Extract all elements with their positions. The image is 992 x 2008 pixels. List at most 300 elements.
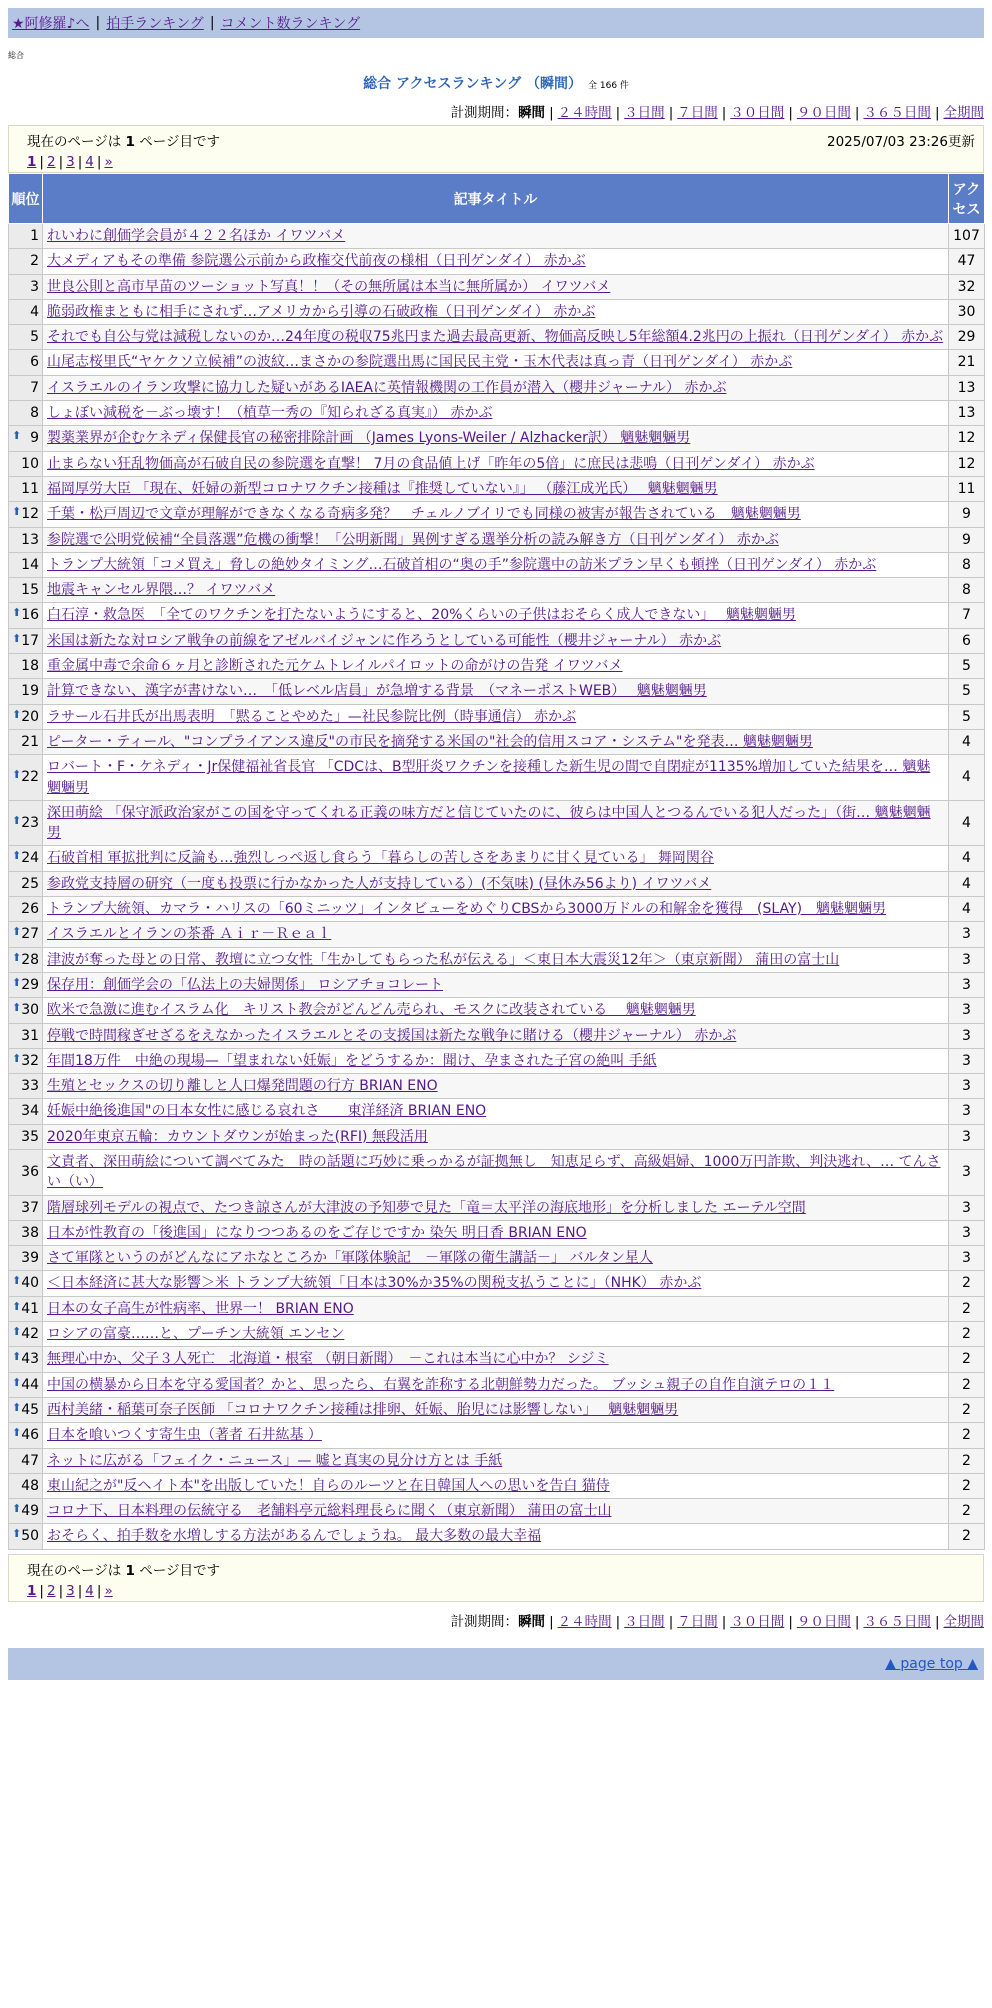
rank-column-header: 順位 [9, 174, 43, 224]
page-link[interactable]: 2 [46, 1582, 56, 1599]
article-link[interactable]: ネットに広がる「フェイク・ニュース」— 嘘と真実の見分け方とは 手紙 [47, 1452, 503, 1469]
comment-ranking-link[interactable]: コメント数ランキング [220, 16, 361, 32]
rank-number: 27 [21, 926, 40, 943]
home-link[interactable]: ★阿修羅♪へ [12, 16, 90, 32]
next-page-link[interactable]: » [104, 154, 113, 170]
period-separator: | [854, 105, 860, 121]
article-link[interactable]: 2020年東京五輪：カウントダウンが始まった(RFI) 無段活用 [47, 1128, 428, 1145]
title-cell [43, 1423, 949, 1448]
period-link[interactable]: ３０日間 [730, 105, 785, 121]
access-count: 4 [949, 800, 985, 846]
table-row [9, 1195, 985, 1220]
article-link[interactable]: 止まらない狂乱物価高が石破自民の参院選を直撃！ 7月の食品値上げ「昨年の5倍」に庶民は悲鳴（日刊ゲンダイ） 赤かぶ [47, 455, 815, 472]
rank-cell [9, 603, 43, 628]
rank-cell [9, 1195, 43, 1220]
access-count: 3 [949, 1220, 985, 1245]
rank-number: 6 [30, 354, 39, 371]
rank-number: 12 [21, 506, 40, 523]
rank-number: 26 [21, 901, 39, 918]
rank-number: 3 [30, 278, 39, 295]
rank-cell [9, 426, 43, 451]
article-link[interactable]: 階層球列モデルの視点で、たつき諒さんが大津波の予知夢で見た「竜＝太平洋の海底地形」を分析しました エーテル空間 [47, 1199, 806, 1216]
article-link[interactable]: 日本が性教育の「後進国」になりつつあるのをご存じですか 染矢 明日香 BRIAN ENO [47, 1224, 587, 1241]
period-selector [8, 101, 984, 121]
rank-number: 21 [21, 733, 39, 750]
period-link[interactable]: 全期間 [943, 105, 984, 121]
article-link[interactable]: しょぼい減税を－ぶっ壊す！（植草一秀の『知られざる真実』） 赤かぶ [47, 405, 493, 422]
title-cell [43, 628, 949, 653]
rank-cell [9, 1397, 43, 1422]
up-arrow-icon: ⬆ [12, 1375, 22, 1389]
period-separator: | [788, 105, 793, 121]
title-cell [43, 476, 949, 501]
page-separator: | [77, 154, 83, 170]
rank-cell [9, 1448, 43, 1473]
access-count: 6 [949, 628, 985, 653]
article-link[interactable]: 欧米で急激に進むイスラム化 キリスト教会がどんどん売られ、モスクに改装されている 魑魅魍魎男 [47, 1002, 696, 1019]
access-count: 13 [949, 375, 985, 400]
period-link[interactable]: ３６５日間 [863, 1613, 931, 1630]
title-cell [43, 729, 949, 754]
table-row [9, 1347, 985, 1372]
period-link[interactable]: ３６５日間 [863, 105, 931, 121]
rank-number: 32 [21, 1052, 40, 1069]
title-cell [43, 1246, 949, 1271]
period-link[interactable]: 全期間 [943, 1613, 984, 1630]
title-cell [43, 998, 949, 1023]
article-link[interactable]: 参院選で公明党候補“全員落選”危機の衝撃！「公明新聞」異例すぎる選挙分析の読み解き方（日刊ゲンダイ） 赤かぶ [47, 531, 779, 548]
table-row [9, 972, 985, 997]
period-link[interactable]: ９０日間 [796, 105, 851, 121]
page-title: 総合 アクセスランキング （瞬間） [363, 76, 582, 92]
clap-ranking-link[interactable]: 拍手ランキング [106, 16, 204, 32]
up-arrow-icon: ⬆ [12, 849, 22, 863]
access-count: 9 [949, 527, 985, 552]
access-count: 3 [949, 998, 985, 1023]
rank-cell [9, 897, 43, 922]
rank-cell [9, 299, 43, 324]
table-row [9, 578, 985, 603]
title-cell [43, 426, 949, 451]
article-link[interactable]: 津波が奪った母との日常、教壇に立つ女性「生かしてもらった私が伝える」＜東日本大震災12年＞（東京新聞） 蒲田の富士山 [47, 951, 840, 968]
page-separator: | [96, 1582, 102, 1599]
article-link[interactable]: イスラエルのイラン攻撃に協力した疑いがあるIAEAに英情報機関の工作員が潜入（櫻井ジャーナル） 赤かぶ [47, 379, 727, 396]
top-nav-bar [8, 8, 984, 38]
up-arrow-icon: ⬆ [12, 1527, 22, 1541]
rank-cell [9, 871, 43, 896]
title-cell [43, 800, 949, 846]
title-cell [43, 249, 949, 274]
article-link[interactable]: 米国は新たな対ロシア戦争の前線をアゼルバイジャンに作ろうとしている可能性（櫻井ジャーナル） 赤かぶ [47, 632, 722, 649]
access-count: 2 [949, 1296, 985, 1321]
up-arrow-icon: ⬆ [12, 1426, 22, 1440]
rank-number: 14 [21, 556, 39, 573]
rank-cell [9, 325, 43, 350]
rank-cell [9, 476, 43, 501]
up-arrow-icon: ⬆ [12, 429, 22, 443]
table-row [9, 1397, 985, 1422]
article-link[interactable]: トランプ大統領、カマラ・ハリスの「60ミニッツ」インタビューをめぐりCBSから3000万ドルの和解金を獲得 (SLAY) 魑魅魍魎男 [47, 901, 887, 918]
access-count: 13 [949, 401, 985, 426]
article-link[interactable]: 製薬業界が企むケネディ保健長官の秘密排除計画 （James Lyons-Weiler / Alzhacker訳） 魑魅魍魎男 [47, 430, 691, 447]
title-cell [43, 1372, 949, 1397]
title-cell [43, 1048, 949, 1073]
page-links [27, 154, 975, 170]
title-cell [43, 679, 949, 704]
access-count: 5 [949, 679, 985, 704]
access-count: 4 [949, 871, 985, 896]
article-link[interactable]: 無理心中か、父子３人死亡 北海道・根室 （朝日新聞） －これは本当に心中か？ シジミ [47, 1351, 609, 1368]
article-link[interactable]: トランプ大統領「コメ買え」脅しの絶妙タイミング…石破首相の“奥の手”参院選中の訪米プラン早くも頓挫（日刊ゲンダイ） 赤かぶ [47, 556, 877, 573]
rank-number: 31 [21, 1027, 39, 1044]
period-separator: | [854, 1613, 860, 1630]
article-link[interactable]: 福岡厚労大臣 「現在、妊婦の新型コロナワクチン接種は『推奨していない』」 （藤江成光氏） 魑魅魍魎男 [47, 480, 718, 497]
rank-cell [9, 1473, 43, 1498]
table-row [9, 679, 985, 704]
access-count: 5 [949, 704, 985, 729]
page-separator: | [58, 154, 64, 170]
article-link[interactable]: 山尾志桜里氏“ヤケクソ立候補”の波紋…まさかの参院選出馬に国民民主党・玉木代表は真っ青（日刊ゲンダイ） 赤かぶ [47, 354, 793, 371]
period-link[interactable]: ３０日間 [730, 1613, 785, 1630]
access-count: 9 [949, 502, 985, 527]
rank-number: 8 [30, 405, 39, 422]
article-link[interactable]: 千葉・松戸周辺で文章が理解ができなくなる奇病多発？ チェルノブイリでも同様の被害が報告されている 魑魅魍魎男 [47, 506, 801, 523]
rank-cell [9, 350, 43, 375]
nav-separator: | [209, 15, 215, 31]
table-row [9, 1220, 985, 1245]
period-link[interactable]: ７日間 [677, 105, 718, 121]
title-cell [43, 527, 949, 552]
rank-number: 20 [21, 708, 40, 725]
page-separator: | [39, 154, 44, 170]
period-separator: | [549, 105, 554, 121]
table-row [9, 426, 985, 451]
access-count: 3 [949, 1023, 985, 1048]
access-count: 2 [949, 1524, 985, 1549]
period-separator: | [721, 1613, 727, 1630]
rank-cell [9, 552, 43, 577]
article-link[interactable]: 妊娠中絶後進国"の日本女性に感じる哀れさ 東洋経済 BRIAN ENO [47, 1103, 487, 1120]
rank-cell [9, 800, 43, 846]
title-cell [43, 922, 949, 947]
table-row [9, 897, 985, 922]
rank-cell [9, 375, 43, 400]
article-link[interactable]: 西村美緒・稲葉可奈子医師 「コロナワクチン接種は排卵、妊娠、胎児には影響しない」 魑魅魍魎男 [47, 1401, 679, 1418]
up-arrow-icon: ⬆ [12, 925, 22, 939]
page-top-link[interactable]: ▲ page top ▲ [885, 1655, 978, 1672]
rank-number: 24 [21, 850, 40, 867]
page-link[interactable]: 3 [66, 1582, 75, 1599]
rank-number: 9 [30, 430, 39, 447]
article-link[interactable]: さて軍隊というのがどんなにアホなところか「軍隊体験記 －軍隊の衛生講話－」 バルタン星人 [47, 1250, 653, 1267]
rank-number: 37 [21, 1199, 39, 1216]
up-arrow-icon: ⬆ [12, 1274, 22, 1288]
article-link[interactable]: ＜日本経済に甚大な影響＞米 トランプ大統領「日本は30%か35%の関税支払うことに」（NHK） 赤かぶ [47, 1275, 702, 1292]
table-row [9, 1372, 985, 1397]
article-link[interactable]: 計算できない、漢字が書けない… 「低レベル店員」が急増する背景 （マネーポストWEB） 魑魅魍魎男 [47, 683, 707, 700]
up-arrow-icon: ⬆ [12, 1502, 22, 1516]
rank-number: 17 [21, 632, 40, 649]
page-separator: | [39, 1582, 44, 1599]
title-cell [43, 1149, 949, 1195]
access-count: 21 [949, 350, 985, 375]
rank-number: 11 [21, 480, 39, 497]
title-cell [43, 375, 949, 400]
rank-cell [9, 1271, 43, 1296]
category-label: 総合 [8, 51, 24, 60]
table-row [9, 846, 985, 871]
rank-cell [9, 1124, 43, 1149]
title-cell [43, 1499, 949, 1524]
rank-cell [9, 527, 43, 552]
table-row [9, 1322, 985, 1347]
period-separator: | [668, 1613, 674, 1630]
title-cell [43, 603, 949, 628]
article-link[interactable]: ロシアの富豪……と、プーチン大統領 エンセン [47, 1326, 345, 1343]
rank-cell [9, 628, 43, 653]
access-count: 3 [949, 1246, 985, 1271]
title-cell [43, 325, 949, 350]
table-row [9, 800, 985, 846]
period-separator: | [549, 1613, 554, 1630]
article-link[interactable]: ラサール石井氏が出馬表明 「黙ることやめた」—社民参院比例（時事通信） 赤かぶ [47, 708, 577, 725]
rank-cell [9, 249, 43, 274]
table-row [9, 1149, 985, 1195]
access-count: 3 [949, 947, 985, 972]
period-separator: | [615, 1613, 621, 1630]
rank-cell [9, 578, 43, 603]
rank-cell [9, 1149, 43, 1195]
access-count: 8 [949, 578, 985, 603]
page-separator: | [77, 1582, 83, 1599]
access-count: 2 [949, 1271, 985, 1296]
article-link[interactable]: 重金属中毒で余命６ヶ月と診断された元ケムトレイルパイロットの命がけの告発 イワツバメ [47, 658, 623, 675]
title-cell [43, 846, 949, 871]
period-link[interactable]: ９０日間 [796, 1613, 851, 1630]
access-count: 2 [949, 1499, 985, 1524]
rank-number: 35 [21, 1128, 39, 1145]
rank-number: 40 [21, 1275, 40, 1292]
title-cell [43, 1271, 949, 1296]
rank-number: 15 [21, 582, 39, 599]
period-separator: | [668, 105, 674, 121]
title-cell [43, 1322, 949, 1347]
table-row [9, 871, 985, 896]
access-count: 12 [949, 451, 985, 476]
article-link[interactable]: 文責者、深田萌絵について調べてみた 時の話題に巧妙に乗っかるが証拠無し 知恵足らず、高級娼婦、1000万円詐欺、判決逃れ、… てんさい（い） [47, 1153, 941, 1191]
title-cell [43, 947, 949, 972]
period-separator: | [934, 1613, 940, 1630]
period-separator: | [615, 105, 621, 121]
access-count: 8 [949, 552, 985, 577]
up-arrow-icon: ⬆ [12, 1051, 22, 1065]
rank-cell [9, 1423, 43, 1448]
up-arrow-icon: ⬆ [12, 505, 22, 519]
rank-number: 1 [30, 228, 39, 244]
article-link[interactable]: コロナ下、日本料理の伝統守る 老舗料亭元総料理長らに聞く（東京新聞） 蒲田の富士山 [47, 1503, 612, 1520]
title-cell [43, 1124, 949, 1149]
rank-number: 45 [21, 1401, 40, 1418]
next-page-link[interactable]: » [104, 1582, 113, 1599]
access-count: 4 [949, 755, 985, 801]
footer-bar [8, 1648, 984, 1680]
rank-cell [9, 1099, 43, 1124]
rank-cell [9, 274, 43, 299]
article-link[interactable]: 日本の女子高生が性病率、世界一！ BRIAN ENO [47, 1300, 354, 1317]
up-arrow-icon: ⬆ [12, 606, 22, 620]
rank-cell [9, 729, 43, 754]
rank-number: 49 [21, 1503, 40, 1520]
access-count: 4 [949, 729, 985, 754]
page-separator: | [96, 154, 102, 170]
article-link[interactable]: 参政党支持層の研究（一度も投票に行かなかった人が支持している）(不気味) (昼休み56より) イワツバメ [47, 875, 712, 892]
article-link[interactable]: 保存用：創価学会の「仏法上の夫婦関係」 ロシアチョコレート [47, 976, 444, 993]
up-arrow-icon: ⬆ [12, 813, 22, 827]
rank-number: 48 [21, 1477, 39, 1494]
period-link[interactable]: ３日間 [624, 1613, 665, 1630]
page-link[interactable]: 2 [46, 154, 56, 170]
period-current: 瞬間 [518, 105, 546, 121]
rank-number: 30 [21, 1002, 40, 1019]
table-row [9, 1124, 985, 1149]
title-cell [43, 1296, 949, 1321]
title-cell [43, 451, 949, 476]
table-row [9, 947, 985, 972]
article-link[interactable]: 東山紀之が"反ヘイト本"を出版していた！自らのルーツと在日韓国人への思いを告白 猫侍 [47, 1477, 610, 1494]
article-link[interactable]: 白石淳・救急医 「全てのワクチンを打たないようにすると、20%くらいの子供はおそらく成人できない」 魑魅魍魎男 [47, 607, 796, 624]
period-label: 計測期間： [450, 105, 519, 121]
access-count: 3 [949, 972, 985, 997]
table-row [9, 476, 985, 501]
period-link[interactable]: ２４時間 [557, 1613, 612, 1630]
article-link[interactable]: ロバート・F・ケネディ・Jr保健福祉省長官 「CDCは、B型肝炎ワクチンを接種した新生児の間で自閉症が1135%増加していた結果を… 魑魅魍魎男 [47, 759, 931, 796]
article-link[interactable]: 地震キャンセル界隈…？ イワツバメ [47, 582, 276, 599]
period-link[interactable]: ７日間 [677, 1613, 718, 1630]
article-link[interactable]: 生殖とセックスの切り離しと人口爆発問題の行方 BRIAN ENO [47, 1078, 438, 1095]
rank-number: 44 [21, 1376, 40, 1393]
table-row [9, 1448, 985, 1473]
article-link[interactable]: おそらく、拍手数を水増しする方法があるんでしょうね。 最大多数の最大幸福 [47, 1528, 542, 1545]
period-separator: | [721, 105, 727, 121]
up-arrow-icon: ⬆ [12, 707, 22, 721]
access-count: 3 [949, 1048, 985, 1073]
title-cell [43, 578, 949, 603]
access-count: 3 [949, 1099, 985, 1124]
article-link[interactable]: 世良公則と高市早苗のツーショット写真！！（その無所属は本当に無所属か） イワツバメ [47, 278, 611, 295]
period-link[interactable]: ３日間 [624, 105, 665, 121]
rank-number: 46 [21, 1427, 40, 1444]
table-row [9, 527, 985, 552]
rank-cell [9, 998, 43, 1023]
article-link[interactable]: 石破首相 軍拡批判に反論も…強烈しっぺ返し食らう「暮らしの苦しさをあまりに甘く見ている」 舞岡関谷 [47, 850, 714, 867]
page-link[interactable]: 1 [27, 1582, 37, 1599]
page-link[interactable]: 4 [85, 154, 94, 170]
title-cell [43, 1473, 949, 1498]
access-count: 3 [949, 1195, 985, 1220]
rank-number: 10 [21, 455, 39, 472]
article-link[interactable]: ピーター・ティール、"コンプライアンス違反"の市民を摘発する米国の"社会的信用スコア・システム"を発表… 魑魅魍魎男 [47, 733, 813, 750]
rank-number: 25 [21, 875, 39, 892]
table-row [9, 1099, 985, 1124]
table-row [9, 1271, 985, 1296]
article-link[interactable]: れいわに創価学会員が４２２名ほか イワツバメ [47, 228, 346, 244]
article-link[interactable]: イスラエルとイランの茶番 Ａｉｒ－Ｒｅａｌ [47, 926, 332, 943]
rank-cell [9, 1322, 43, 1347]
rank-number: 29 [21, 976, 40, 993]
nav-separator: | [95, 15, 101, 31]
rank-number: 23 [21, 814, 40, 831]
rank-number: 28 [21, 951, 40, 968]
title-cell [43, 502, 949, 527]
page-separator: | [58, 1582, 64, 1599]
up-arrow-icon: ⬆ [12, 1400, 22, 1414]
rank-cell [9, 401, 43, 426]
rank-cell [9, 1246, 43, 1271]
up-arrow-icon: ⬆ [12, 950, 22, 964]
rank-number: 5 [30, 329, 39, 346]
access-count: 2 [949, 1448, 985, 1473]
table-row [9, 1473, 985, 1498]
table-row [9, 451, 985, 476]
article-link[interactable]: 脆弱政権まともに相手にされず…アメリカから引導の石破政権（日刊ゲンダイ） 赤かぶ [47, 303, 596, 320]
title-cell [43, 299, 949, 324]
rank-number: 38 [21, 1224, 39, 1241]
article-link[interactable]: 大メディアもその準備 参院選公示前から政権交代前夜の様相（日刊ゲンダイ） 赤かぶ [47, 253, 586, 270]
access-count: 3 [949, 1124, 985, 1149]
rank-cell [9, 922, 43, 947]
title-cell [43, 274, 949, 299]
article-link[interactable]: 年間18万件 中絶の現場—「望まれない妊娠」をどうするか：聞け、孕まされた子宮の絶叫 手紙 [47, 1052, 657, 1069]
access-count: 2 [949, 1347, 985, 1372]
table-row [9, 628, 985, 653]
rank-cell [9, 846, 43, 871]
title-column-header: 記事タイトル [43, 174, 949, 224]
title-cell [43, 1074, 949, 1099]
title-cell [43, 1023, 949, 1048]
title-cell [43, 350, 949, 375]
up-arrow-icon: ⬆ [12, 1299, 22, 1313]
access-count: 4 [949, 846, 985, 871]
rank-cell [9, 972, 43, 997]
page-link[interactable]: 4 [85, 1582, 94, 1599]
rank-cell [9, 1048, 43, 1073]
access-count: 47 [949, 249, 985, 274]
article-link[interactable]: 停戦で時間稼ぎせざるをえなかったイスラエルとその支援国は新たな戦争に賭ける（櫻井ジャーナル） 赤かぶ [47, 1027, 737, 1044]
page-link[interactable]: 1 [27, 154, 37, 170]
table-row [9, 1023, 985, 1048]
current-page-text: 現在のページは 1 ページ目です [27, 134, 220, 150]
access-count: 2 [949, 1372, 985, 1397]
up-arrow-icon: ⬆ [12, 975, 22, 989]
article-link[interactable]: 深田萌絵 「保守派政治家がこの国を守ってくれる正義の味方だと信じていたのに、彼らは中国人とつるんでいる犯人だった」（街… 魑魅魍魎男 [47, 804, 931, 842]
article-link[interactable]: 日本を喰いつくす寄生虫（著者 石井紘基 ） [47, 1427, 322, 1444]
table-row [9, 299, 985, 324]
access-count: 2 [949, 1473, 985, 1498]
article-link[interactable]: それでも自公与党は減税しないのか…24年度の税収75兆円また過去最高更新、物価高反映し5年総額4.2兆円の上振れ（日刊ゲンダイ） 赤かぶ [47, 329, 944, 346]
title-cell [43, 897, 949, 922]
period-link[interactable]: ２４時間 [557, 105, 612, 121]
table-row [9, 552, 985, 577]
article-link[interactable]: 中国の横暴から日本を守る愛国者？かと、思ったら、右翼を詐称する北朝鮮勢力だった。 ブッシュ親子の自作自演テロの１１ [47, 1376, 835, 1393]
ranking-table [8, 173, 985, 1550]
rank-cell [9, 502, 43, 527]
rank-number: 34 [21, 1103, 39, 1120]
page-link[interactable]: 3 [66, 154, 75, 170]
table-row [9, 755, 985, 801]
table-row [9, 603, 985, 628]
rank-cell [9, 1023, 43, 1048]
rank-number: 50 [21, 1528, 40, 1545]
